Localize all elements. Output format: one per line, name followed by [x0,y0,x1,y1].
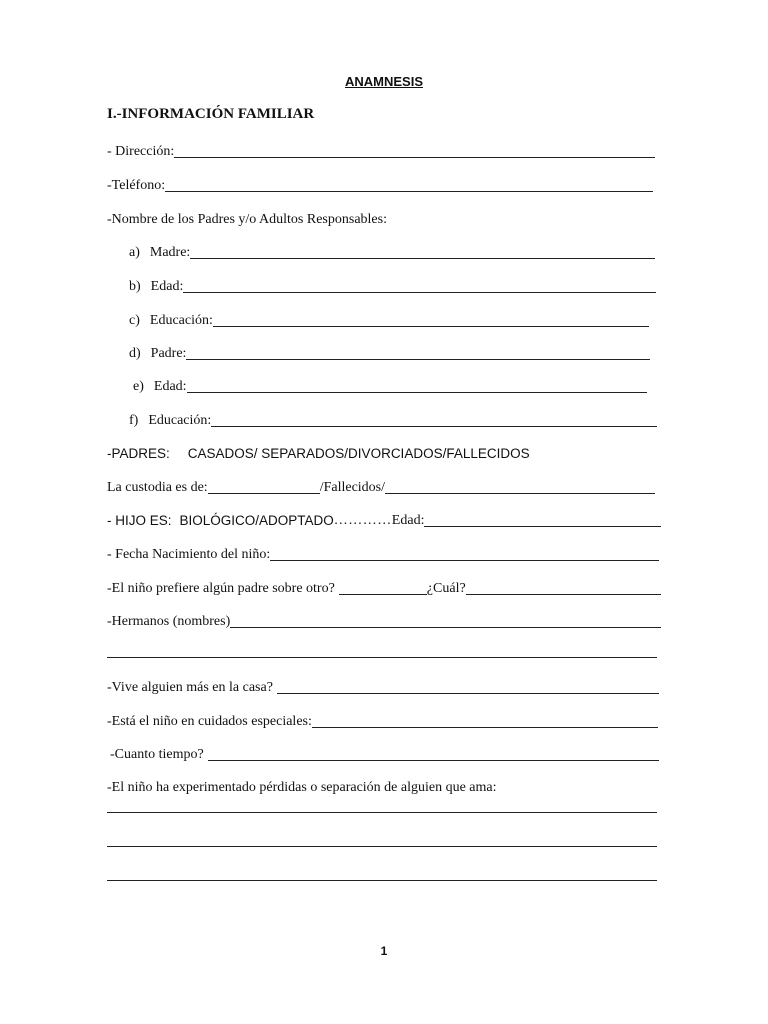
vive-row [107,676,659,696]
item-label: Madre: [149,245,191,260]
custodia-field[interactable] [208,493,320,494]
nombre-padres-row [107,208,387,228]
item-marker: a) [129,245,140,260]
item-label: Educación: [148,413,212,428]
item-label: Padre: [150,346,187,361]
vive-label: -Vive alguien más en la casa? [107,680,273,695]
educacion-padre-field[interactable] [211,426,657,427]
tiempo-field[interactable] [208,760,659,761]
fecha-nacimiento-row [107,543,659,563]
cuidados-field[interactable] [312,727,658,728]
perdidas-row [107,776,497,796]
direccion-label: - Dirección: [107,144,175,159]
item-marker: d) [129,346,141,361]
hijo-label: - HIJO ES: [107,513,172,528]
perdidas-line-1[interactable] [107,812,657,813]
cuidados-row [107,710,658,730]
page-number: 1 [380,944,388,958]
hijo-edad-field[interactable] [424,526,661,527]
prefiere-field[interactable] [339,594,427,595]
direccion-field[interactable] [174,157,655,158]
perdidas-line-3[interactable] [107,880,657,881]
item-label: Edad: [153,379,187,394]
direccion-row [107,140,655,160]
item-label: Edad: [150,279,184,294]
custodia-label: La custodia es de: [107,480,208,495]
page-title: ANAMNESIS [344,74,423,89]
item-edad-madre-row [129,275,656,295]
edad-madre-field[interactable] [183,292,656,293]
telefono-row [107,174,653,194]
educacion-madre-field[interactable] [213,326,649,327]
item-edad-padre-row [133,375,647,395]
padres-options[interactable]: CASADOS/ SEPARADOS/DIVORCIADOS/FALLECIDOS [187,446,530,461]
item-madre-row [129,241,655,261]
item-marker: f) [129,413,139,428]
perdidas-line-2[interactable] [107,846,657,847]
telefono-field[interactable] [165,191,653,192]
hermanos-extra-line[interactable] [107,657,657,658]
item-educacion-madre-row [129,309,649,329]
hermanos-field[interactable] [230,627,661,628]
vive-field[interactable] [277,693,659,694]
prefiere-cual-field[interactable] [466,594,661,595]
hijo-edad-label: Edad: [391,513,425,528]
custodia-fallecidos: /Fallecidos/ [319,480,386,495]
fecha-nacimiento-field[interactable] [270,560,659,561]
item-padre-row [129,342,650,362]
item-marker: c) [129,313,140,328]
cuidados-label: -Está el niño en cuidados especiales: [107,714,312,729]
fecha-nacimiento-label: - Fecha Nacimiento del niño: [107,547,271,562]
custodia-fallecidos-field[interactable] [385,493,655,494]
hijo-options[interactable]: BIOLÓGICO/ADOPTADO [179,513,334,528]
prefiere-row [107,577,661,597]
custodia-row [107,476,655,496]
hermanos-label: -Hermanos (nombres) [107,614,231,629]
padres-label: -PADRES: [107,446,170,461]
edad-padre-field[interactable] [187,392,647,393]
hermanos-row [107,610,661,630]
prefiere-label: -El niño prefiere algún padre sobre otro? [107,581,335,596]
item-marker: e) [133,379,144,394]
hijo-row [107,509,661,529]
telefono-label: -Teléfono: [107,178,166,193]
perdidas-label: -El niño ha experimentado pérdidas o separación de alguien que ama: [107,780,497,795]
section-heading: I.-INFORMACIÓN FAMILIAR [107,106,315,122]
prefiere-cual-label: ¿Cuál? [426,581,466,596]
tiempo-row [110,743,659,763]
nombre-padres-label: -Nombre de los Padres y/o Adultos Responsables: [107,212,387,227]
padre-field[interactable] [186,359,650,360]
madre-field[interactable] [190,258,655,259]
item-marker: b) [129,279,141,294]
item-educacion-padre-row [129,409,657,429]
hijo-dots: ………… [333,513,392,528]
padres-row [107,442,530,462]
item-label: Educación: [149,313,213,328]
tiempo-label: -Cuanto tiempo? [110,747,204,762]
